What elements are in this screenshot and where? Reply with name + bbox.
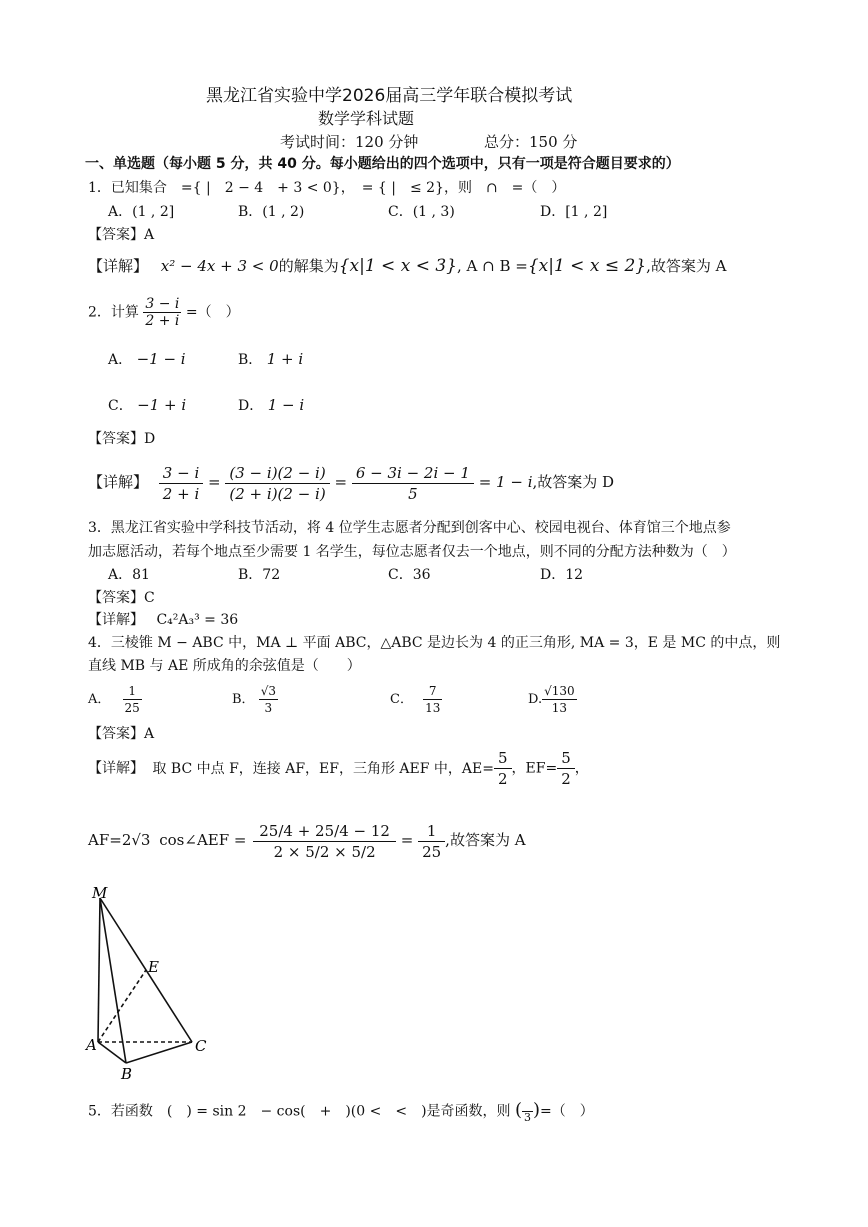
q3-answer: 【答案】C: [88, 590, 155, 606]
edge-mb: [100, 898, 126, 1063]
q2-stem: [88, 296, 240, 329]
q1-option-b: B．(1 , 2): [238, 204, 305, 220]
q1-detail-label: 【详解】: [88, 257, 149, 275]
q2-detail-tail: = 1 − i: [478, 473, 533, 491]
q2-stem-fraction: [143, 296, 181, 329]
q1-option-d: D．[1 , 2]: [540, 204, 608, 220]
q2-option-a: [108, 350, 186, 369]
q4-result-frac: [418, 821, 445, 862]
q2-detail-frac1: [159, 463, 203, 504]
q4-opt-a-den: 25: [124, 701, 140, 715]
q3-option-c: C．36: [388, 567, 431, 583]
q4-ae-num: 5: [494, 748, 512, 769]
q4-af-value: 2√3: [121, 831, 151, 849]
q4-opt-a-num: 1: [123, 683, 142, 700]
q4-ef-den: 2: [561, 770, 571, 788]
q3-option-a: A．81: [108, 567, 150, 583]
tetrahedron-figure: [80, 880, 220, 1085]
q2-detail: 【详解】 $\frac{3 - i}{2 + i}$ = $\frac{(3 - i)(2 - i)}{(2 + i)(2 - i)}$ = $\frac{6 - 3i - 2i - 1}{5}$ = 1 − i,故答案为 D: [88, 463, 615, 503]
q2-stem-tail: =（ ）: [185, 304, 240, 321]
q2-d-f3-den: 5: [408, 484, 418, 503]
q2-option-d-label: D．: [238, 398, 264, 414]
q1-detail-set2: {x|1 < x ≤ 2}: [527, 256, 647, 276]
q4-option-a-frac: [123, 683, 142, 716]
q4-option-b: [232, 683, 278, 717]
q4-detail-line2: AF=2√3 cos∠AEF = $\frac{25/4 + 25/4 - 12}{2 \times 5/2 \times 5/2}$ = $\frac{1}{25}$ ,故答案为 A: [88, 821, 526, 861]
exam-title: 黑龙江省实验中学2026届高三学年联合模拟考试: [206, 86, 573, 106]
q4-opt-c-den: 13: [425, 701, 441, 715]
q4-opt-c-num: 7: [423, 683, 442, 700]
q4-option-a-label: A．: [88, 692, 111, 707]
total-score: 总分：150 分: [484, 133, 578, 151]
q3-option-b: B．72: [238, 567, 281, 583]
q5-stem: 5．若函数 ( ) = sin 2 − cos( + )(0 < < )是奇函数，则 ( 3 )=（ ）: [88, 1099, 594, 1124]
q5-arg: 3: [524, 1111, 532, 1124]
q4-cos-label: cos∠AEF =: [159, 831, 247, 849]
q1-option-c: C．(1 , 3): [388, 204, 455, 220]
q4-cos-num: 25/4 + 25/4 − 12: [253, 821, 396, 842]
q4-option-d: [528, 683, 577, 717]
q3-detail: [88, 611, 238, 629]
q4-ef-num: 5: [557, 748, 575, 769]
q4-ef-tail: ，: [574, 760, 589, 777]
q4-stem-line2: 直线 MB 与 AE 所成角的余弦值是（ ）: [88, 658, 361, 674]
q3-detail-math: C₄²A₃³ = 36: [156, 612, 239, 628]
q2-detail-frac2: [225, 463, 329, 504]
q4-result-den: 25: [422, 842, 442, 861]
q4-result-num: 1: [418, 821, 445, 842]
q2-detail-frac3: [352, 463, 474, 504]
q2-option-d-value: 1 − i: [267, 396, 305, 414]
q4-af-label: AF=: [88, 831, 122, 849]
q3-stem-line2: 加志愿活动，若每个地点至少需要 1 名学生，每位志愿者仅去一个地点，则不同的分配方法种数为（ ）: [88, 544, 736, 560]
q2-option-c-value: −1 + i: [137, 396, 187, 414]
edge-ab: [98, 1042, 126, 1063]
q1-detail-set1: {x|1 < x < 3}: [338, 256, 457, 276]
q2-frac-num: 3 − i: [145, 296, 180, 312]
q2-option-a-value: −1 − i: [136, 350, 186, 368]
q4-option-c: [390, 683, 442, 717]
q4-option-b-frac: [259, 683, 278, 716]
label-a: A: [86, 1036, 97, 1054]
q4-option-b-label: B．: [232, 692, 255, 707]
exam-subtitle: 数学学科试题: [318, 109, 415, 128]
q1-detail: [88, 257, 726, 275]
q2-option-b: [238, 350, 303, 369]
q2-option-a-label: A．: [108, 352, 133, 368]
q1-detail-text1: 的解集为: [278, 257, 339, 275]
q2-stem-text: 2．计算: [88, 304, 139, 321]
edge-bc: [126, 1042, 192, 1063]
q1-stem: 1．已知集合 ={ | 2 − 4 + 3 < 0}， = { | ≤ 2}，则 ∩ =（ ）: [88, 180, 566, 196]
q4-cos-frac: [253, 821, 396, 862]
q2-option-d: [238, 396, 304, 415]
edge-ma: [98, 898, 100, 1042]
q2-detail-label: 【详解】: [88, 473, 149, 491]
q4-detail-label: 【详解】: [88, 760, 144, 777]
segment-ae-hidden: [98, 970, 146, 1042]
q2-option-c: [108, 396, 186, 415]
q2-d-f2-num: (3 − i)(2 − i): [225, 463, 329, 484]
q4-opt-b-num: √3: [260, 684, 276, 698]
q4-opt-d-num: √130: [544, 684, 575, 698]
q4-option-c-label: C．: [390, 692, 413, 707]
q2-option-b-label: B．: [238, 352, 263, 368]
exam-time: 考试时间：120 分钟: [280, 133, 419, 151]
q2-detail-text: ,故答案为 D: [532, 473, 615, 491]
q4-cos-den: 2 × 5/2 × 5/2: [273, 842, 376, 861]
q2-option-c-label: C．: [108, 398, 133, 414]
q1-detail-text2: , A ∩ B =: [456, 257, 528, 275]
q4-option-d-label: D.: [528, 692, 543, 707]
q4-ef-label: ，EF=: [511, 760, 558, 777]
q4-option-c-frac: [423, 683, 442, 716]
q2-d-f3-num: 6 − 3i − 2i − 1: [352, 463, 474, 484]
q4-ae-den: 2: [498, 770, 508, 788]
q4-opt-b-den: 3: [264, 701, 273, 715]
q2-d-f1-den: 2 + i: [162, 484, 200, 503]
q4-ae-frac: [494, 748, 512, 789]
q4-option-d-frac: [542, 683, 577, 716]
q4-answer: 【答案】A: [88, 726, 155, 742]
q1-option-a: A．(1 , 2]: [108, 204, 175, 220]
q4-detail-line1: [88, 748, 589, 789]
q3-stem-line1: 3．黑龙江省实验中学科技节活动，将 4 位学生志愿者分配到创客中心、校园电视台、体育馆三个地点参: [88, 520, 731, 536]
q4-option-a: [88, 683, 142, 717]
q1-detail-text3: ,故答案为 A: [646, 257, 727, 275]
q2-frac-den: 2 + i: [145, 313, 180, 329]
q2-option-b-value: 1 + i: [266, 350, 304, 368]
q1-answer: 【答案】A: [88, 227, 155, 243]
q5-stem-text: 5．若函数 ( ) = sin 2 − cos( + )(0 < < )是奇函数，则: [88, 1103, 511, 1120]
q4-stem-line1: 4．三棱锥 M − ABC 中，MA ⊥ 平面 ABC，△ABC 是边长为 4 的正三角形, MA = 3，E 是 MC 的中点，则: [88, 635, 781, 651]
label-b: B: [121, 1065, 133, 1083]
q4-detail-text: 取 BC 中点 F，连接 AF，EF，三角形 AEF 中，AE=: [152, 760, 494, 777]
q4-ef-frac: [557, 748, 575, 789]
q2-d-f2-den: (2 + i)(2 − i): [229, 484, 326, 503]
q2-d-f1-num: 3 − i: [159, 463, 203, 484]
q2-answer: 【答案】D: [88, 431, 156, 447]
q1-detail-math: x² − 4x + 3 < 0: [160, 257, 279, 275]
q5-arg-frac: [522, 1100, 533, 1123]
section-heading: 一、单选题（每小题 5 分，共 40 分。每小题给出的四个选项中，只有一项是符合题目要求的）: [85, 156, 680, 172]
q4-opt-d-den: 13: [551, 701, 568, 715]
q3-detail-label: 【详解】: [88, 612, 144, 628]
label-m: M: [92, 884, 108, 902]
q5-stem-tail: =（ ）: [540, 1103, 594, 1120]
q3-option-d: D．12: [540, 567, 584, 583]
q4-result-text: ,故答案为 A: [445, 831, 526, 849]
label-e: E: [148, 958, 159, 976]
label-c: C: [195, 1037, 207, 1055]
